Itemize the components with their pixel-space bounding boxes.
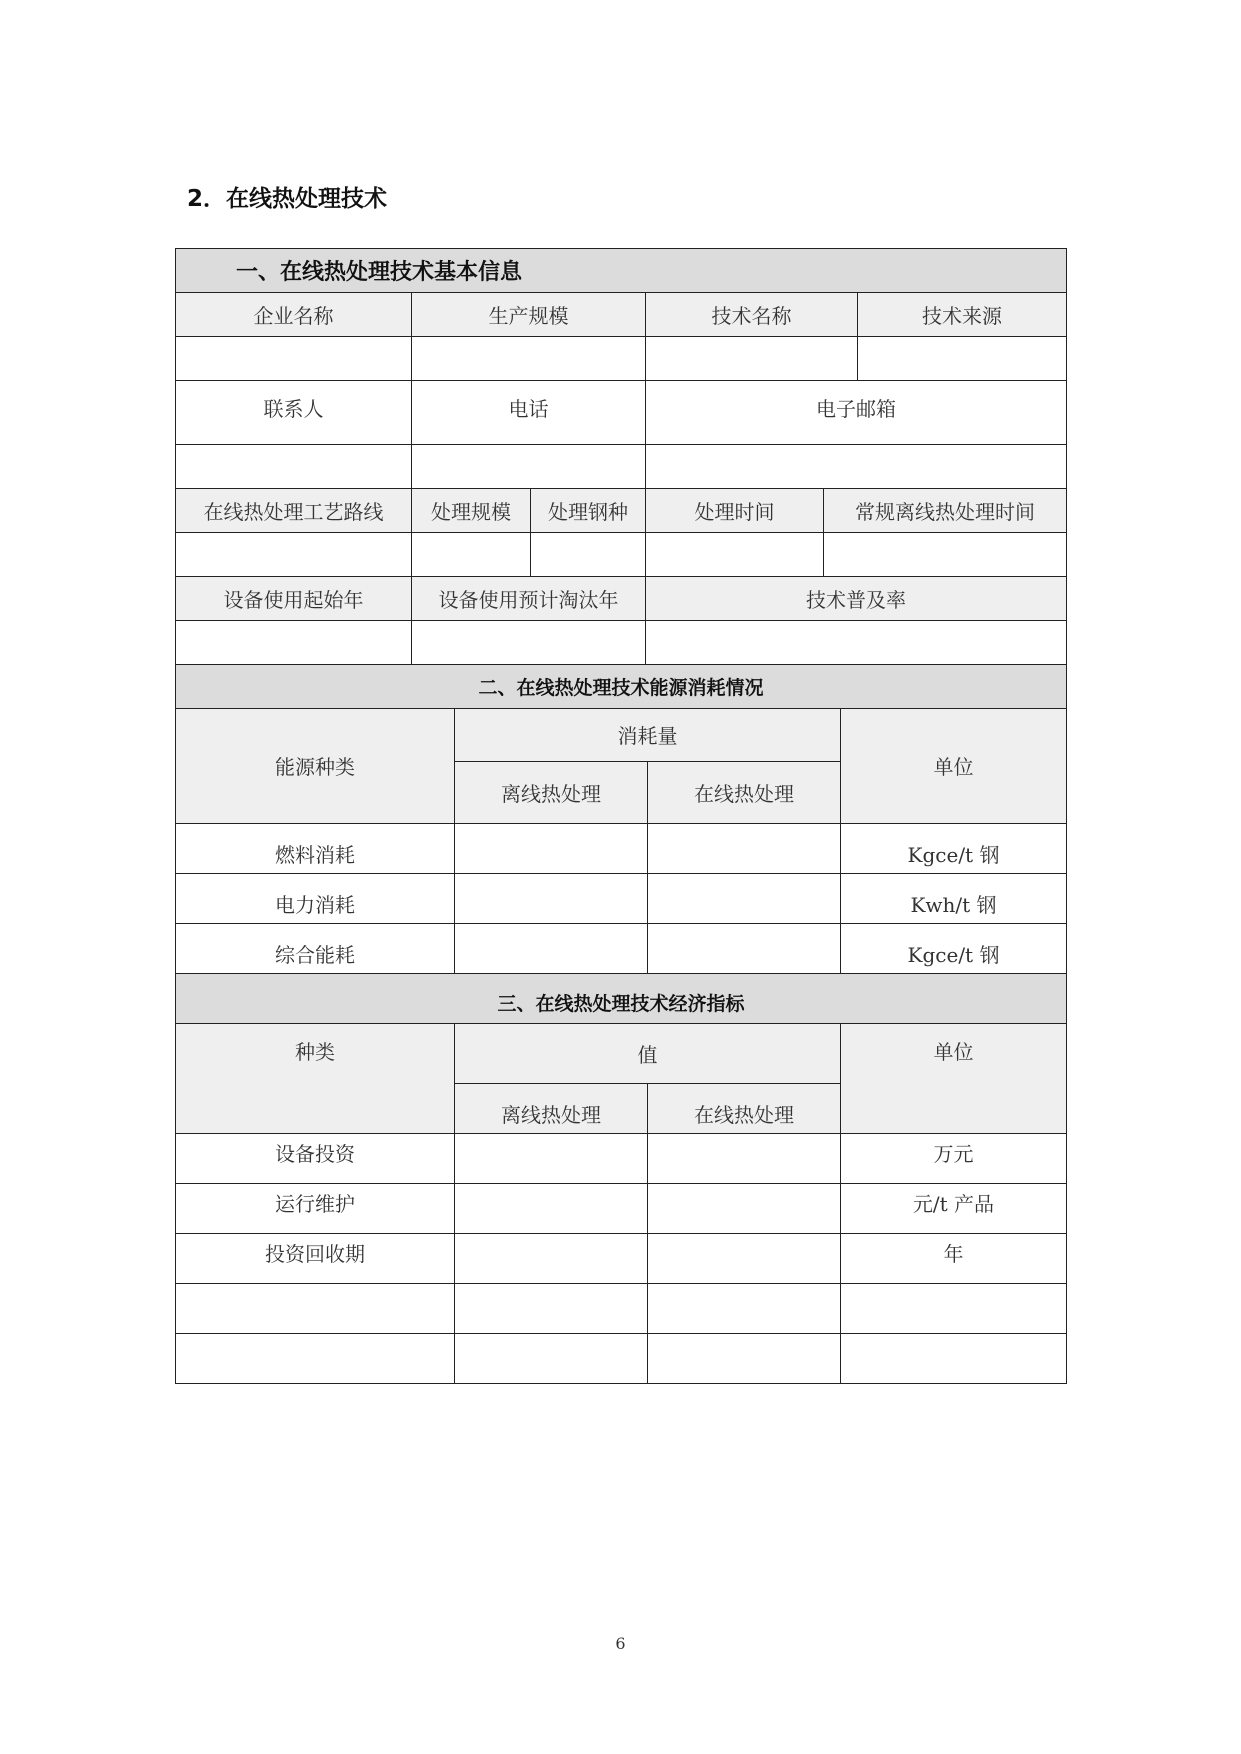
input-investment-offline[interactable] — [455, 1133, 648, 1183]
input-contact-person[interactable] — [176, 445, 412, 489]
input-electricity-offline[interactable] — [455, 873, 648, 923]
input-treatment-scale[interactable] — [412, 533, 531, 577]
section-2-title: 二、在线热处理技术能源消耗情况 — [176, 665, 1067, 709]
row-label-total-energy: 综合能耗 — [176, 923, 455, 973]
input-extra-1-online[interactable] — [648, 1283, 841, 1333]
table-row — [176, 1333, 1067, 1383]
table-row — [176, 1133, 1067, 1183]
input-production-scale[interactable] — [412, 337, 646, 381]
input-payback-offline[interactable] — [455, 1233, 648, 1283]
row-label-investment: 设备投资 — [176, 1133, 455, 1183]
input-phone[interactable] — [412, 445, 646, 489]
header-consumption: 消耗量 — [455, 708, 841, 761]
header-energy-offline: 离线热处理 — [455, 761, 648, 823]
basic-info-table — [175, 248, 1067, 709]
row-label-electricity: 电力消耗 — [176, 873, 455, 923]
header-email: 电子邮箱 — [646, 381, 1067, 445]
input-extra-2-unit[interactable] — [841, 1333, 1067, 1383]
section-3-title: 三、在线热处理技术经济指标 — [176, 973, 1067, 1023]
input-retire-year[interactable] — [412, 621, 646, 665]
input-offline-treatment-time[interactable] — [824, 533, 1067, 577]
input-technology-source[interactable] — [858, 337, 1067, 381]
input-process-route[interactable] — [176, 533, 412, 577]
header-energy-unit: 单位 — [841, 708, 1067, 823]
page-title: 2．在线热处理技术 — [187, 186, 388, 212]
header-treatment-scale: 处理规模 — [412, 489, 531, 533]
header-value-offline: 离线热处理 — [455, 1083, 648, 1133]
section-1-title: 一、在线热处理技术基本信息 — [176, 249, 1067, 293]
header-steel-grade: 处理钢种 — [531, 489, 646, 533]
unit-payback-period: 年 — [841, 1233, 1067, 1283]
input-extra-1-kind[interactable] — [176, 1283, 455, 1333]
page-number: 6 — [615, 1634, 626, 1653]
header-indicator-kind: 种类 — [176, 1023, 455, 1133]
header-technology-source: 技术来源 — [858, 293, 1067, 337]
input-total-energy-online[interactable] — [648, 923, 841, 973]
input-investment-online[interactable] — [648, 1133, 841, 1183]
input-technology-name[interactable] — [646, 337, 858, 381]
unit-fuel: Kgce/t 钢 — [841, 823, 1067, 873]
input-total-energy-offline[interactable] — [455, 923, 648, 973]
table-row — [176, 1283, 1067, 1333]
survey-form — [175, 248, 1066, 1384]
header-offline-treatment-time: 常规离线热处理时间 — [824, 489, 1067, 533]
row-label-maintenance: 运行维护 — [176, 1183, 455, 1233]
input-fuel-online[interactable] — [648, 823, 841, 873]
unit-maintenance: 元/t 产品 — [841, 1183, 1067, 1233]
input-extra-2-offline[interactable] — [455, 1333, 648, 1383]
row-label-payback-period: 投资回收期 — [176, 1233, 455, 1283]
input-steel-grade[interactable] — [531, 533, 646, 577]
input-start-year[interactable] — [176, 621, 412, 665]
input-extra-2-kind[interactable] — [176, 1333, 455, 1383]
header-contact-person: 联系人 — [176, 381, 412, 445]
input-company-name[interactable] — [176, 337, 412, 381]
unit-electricity: Kwh/t 钢 — [841, 873, 1067, 923]
header-energy-type: 能源种类 — [176, 708, 455, 823]
header-retire-year: 设备使用预计淘汰年 — [412, 577, 646, 621]
header-indicator-unit: 单位 — [841, 1023, 1067, 1133]
input-extra-1-offline[interactable] — [455, 1283, 648, 1333]
input-email[interactable] — [646, 445, 1067, 489]
header-phone: 电话 — [412, 381, 646, 445]
input-extra-2-online[interactable] — [648, 1333, 841, 1383]
input-treatment-time[interactable] — [646, 533, 824, 577]
header-production-scale: 生产规模 — [412, 293, 646, 337]
header-company-name: 企业名称 — [176, 293, 412, 337]
input-maintenance-offline[interactable] — [455, 1183, 648, 1233]
input-electricity-online[interactable] — [648, 873, 841, 923]
input-penetration-rate[interactable] — [646, 621, 1067, 665]
header-value-online: 在线热处理 — [648, 1083, 841, 1133]
input-fuel-offline[interactable] — [455, 823, 648, 873]
input-extra-1-unit[interactable] — [841, 1283, 1067, 1333]
header-technology-name: 技术名称 — [646, 293, 858, 337]
table-row — [176, 823, 1067, 873]
table-row — [176, 923, 1067, 973]
header-start-year: 设备使用起始年 — [176, 577, 412, 621]
header-energy-online: 在线热处理 — [648, 761, 841, 823]
table-row — [176, 1233, 1067, 1283]
header-treatment-time: 处理时间 — [646, 489, 824, 533]
table-row — [176, 1183, 1067, 1233]
row-label-fuel: 燃料消耗 — [176, 823, 455, 873]
table-row — [176, 873, 1067, 923]
unit-investment: 万元 — [841, 1133, 1067, 1183]
header-value: 值 — [455, 1023, 841, 1083]
unit-total-energy: Kgce/t 钢 — [841, 923, 1067, 973]
input-payback-online[interactable] — [648, 1233, 841, 1283]
header-penetration-rate: 技术普及率 — [646, 577, 1067, 621]
header-process-route: 在线热处理工艺路线 — [176, 489, 412, 533]
energy-economic-table — [175, 708, 1067, 1384]
input-maintenance-online[interactable] — [648, 1183, 841, 1233]
